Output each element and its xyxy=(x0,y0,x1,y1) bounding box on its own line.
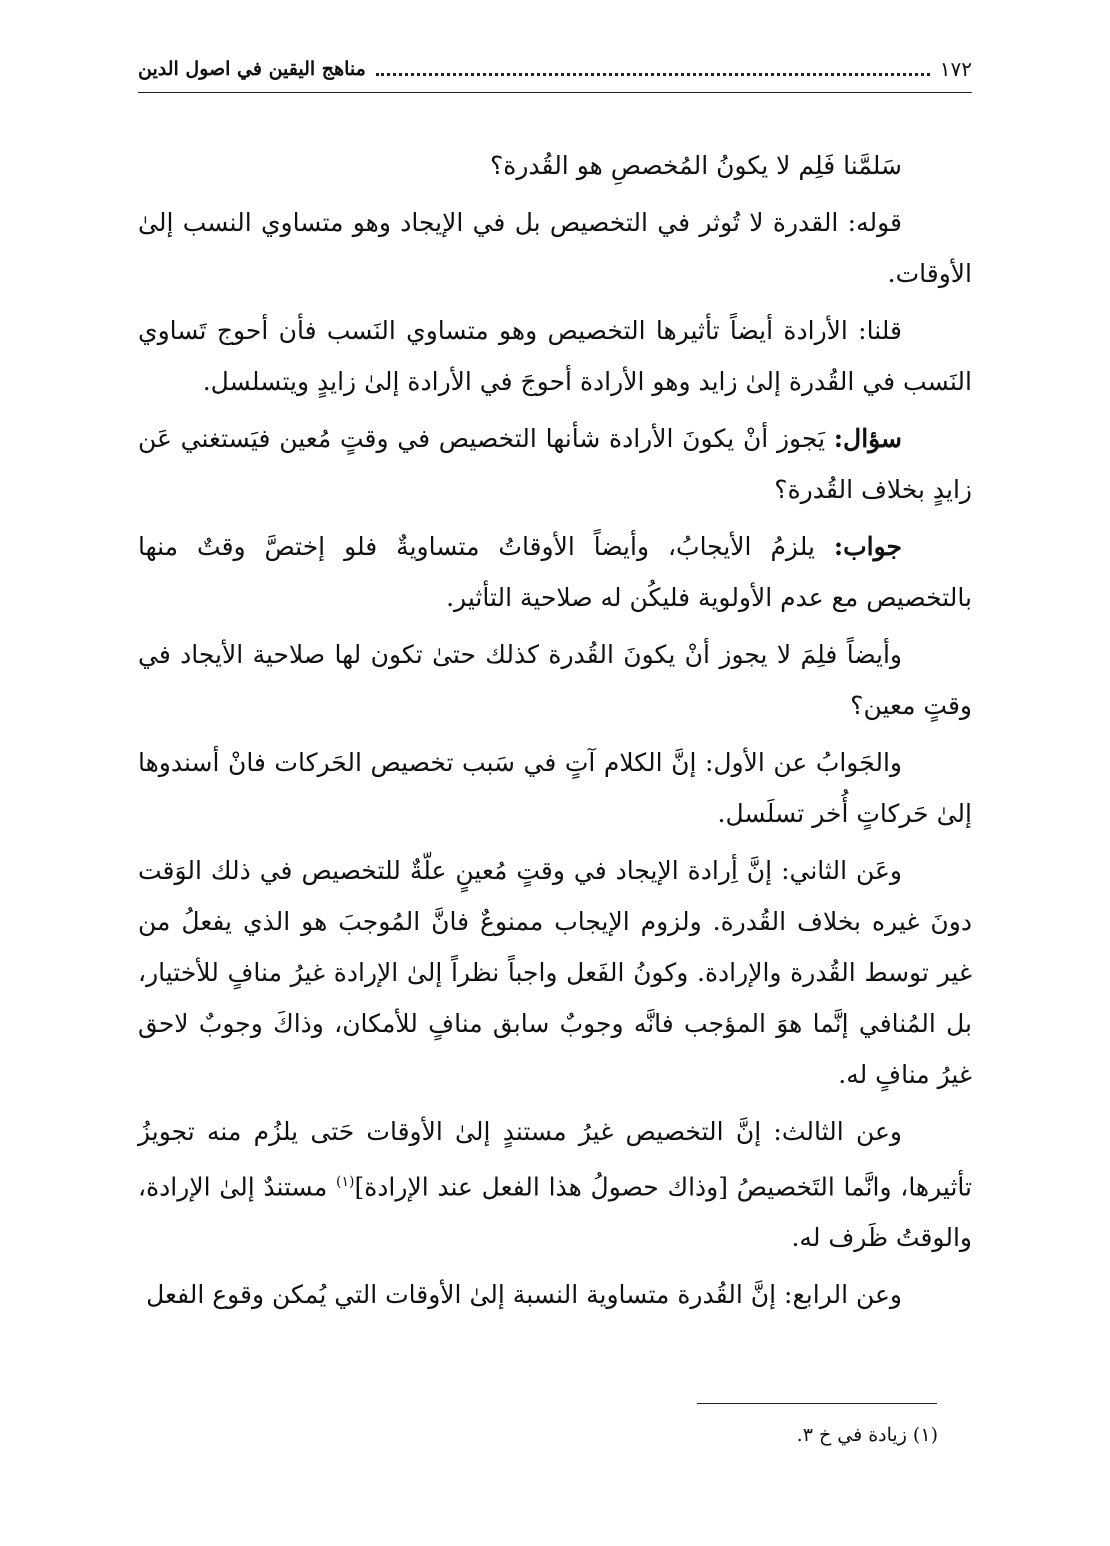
question-text: يَجوز أنْ يكونَ الأرادة شأنها التخصيص في وقتٍ مُعين فيَستغني عَن زايدٍ بخلاف القُدرة؟ xyxy=(138,424,972,504)
footnote-1: (١) زيادة في خ ٣. xyxy=(796,1424,938,1446)
question-label: سؤال: xyxy=(833,424,902,453)
header-rule xyxy=(138,92,972,93)
page-number: ١٧٢ xyxy=(939,57,972,81)
answer-label: جواب: xyxy=(833,532,902,561)
running-header xyxy=(138,52,972,86)
paragraph-6: وأيضاً فلِمَ لا يجوز أنْ يكونَ القُدرة كذلك حتىٰ تكون لها صلاحية الأيجاد في وقتٍ معين؟ xyxy=(138,640,972,720)
paragraph-9 xyxy=(138,1106,972,1263)
paragraph-1: سَلمَّنا فَلِم لا يكونُ المُخصصِ هو القُدرة؟ xyxy=(489,151,902,180)
main-text xyxy=(138,140,972,1326)
paragraph-10: وعن الرابع: إنَّ القُدرة متساوية النسبة إلىٰ الأوقات التي يُمكن وقوع الفعل xyxy=(146,1280,902,1310)
paragraph-8: وعَن الثاني: إنَّ أِرادة الإيجاد في وقتٍ مُعينٍ علّةٌ للتخصيص في ذلك الوَقت دونَ غيره بخلاف القُدرة. ولزوم الإيجاب ممنوعٌ فانَّ المُوجبَ هو الذي يفعلُ من غير توسط القُدرة والإرادة. وكونُ الفَعل واجباً نظراً إلىٰ الإرادة غيرُ منافٍ للأختيار، بل المُنافي إنَّما هوَ المؤجب فانَّه وجوبٌ سابق منافٍ للأمكان، وذاكَ وجوبٌ لاحق غيرُ منافٍ له. xyxy=(138,856,972,1089)
footnote-ref: (١) xyxy=(335,1174,355,1190)
paragraph-7: والجَوابُ عن الأول: إنَّ الكلام آتٍ في سَبب تخصيص الحَركات فانْ أسندوها إلىٰ حَركاتٍ أُخر تسلَسل. xyxy=(138,748,972,828)
book-title: مناهج اليقين في اصول الدين xyxy=(138,58,366,80)
header-leader-dots xyxy=(376,71,930,76)
footnote-separator xyxy=(697,1403,937,1404)
paragraph-9-part-b: مستندٌ إلىٰ الإرادة، والوقتُ ظَرف له. xyxy=(138,1172,972,1253)
paragraph-9-part-a: وعن الثالث: إنَّ التخصيص غيرُ مستندٍ إلىٰ الأوقات حَتى يلزُم منه تجويزُ تأثيرها، وانَّما التَخصيصُ [وذاك حصولُ هذا الفعل عند الإرادة] xyxy=(138,1117,972,1202)
paragraph-4 xyxy=(138,413,972,515)
paragraph-2: قوله: القدرة لا تُوثر في التخصيص بل في الإيجاد وهو متساوي النسب إلىٰ الأوقات. xyxy=(138,208,972,288)
paragraph-5 xyxy=(138,521,972,623)
answer-text: يلزمُ الأيجابُ، وأيضاً الأوقاتُ متساويةٌ فلو إختصَّ وقتٌ منها بالتخصيص مع عدم الأولوية فليكُن له صلاحية التأثير. xyxy=(138,532,972,612)
paragraph-3: قلنا: الأرادة أيضاً تأثيرها التخصيص وهو متساوي النَسب فأن أحوج تَساوي النَسب في القُدرة إلىٰ زايد وهو الأرادة أحوجَ في الأرادة إلىٰ زايدٍ ويتسلسل. xyxy=(138,316,972,396)
